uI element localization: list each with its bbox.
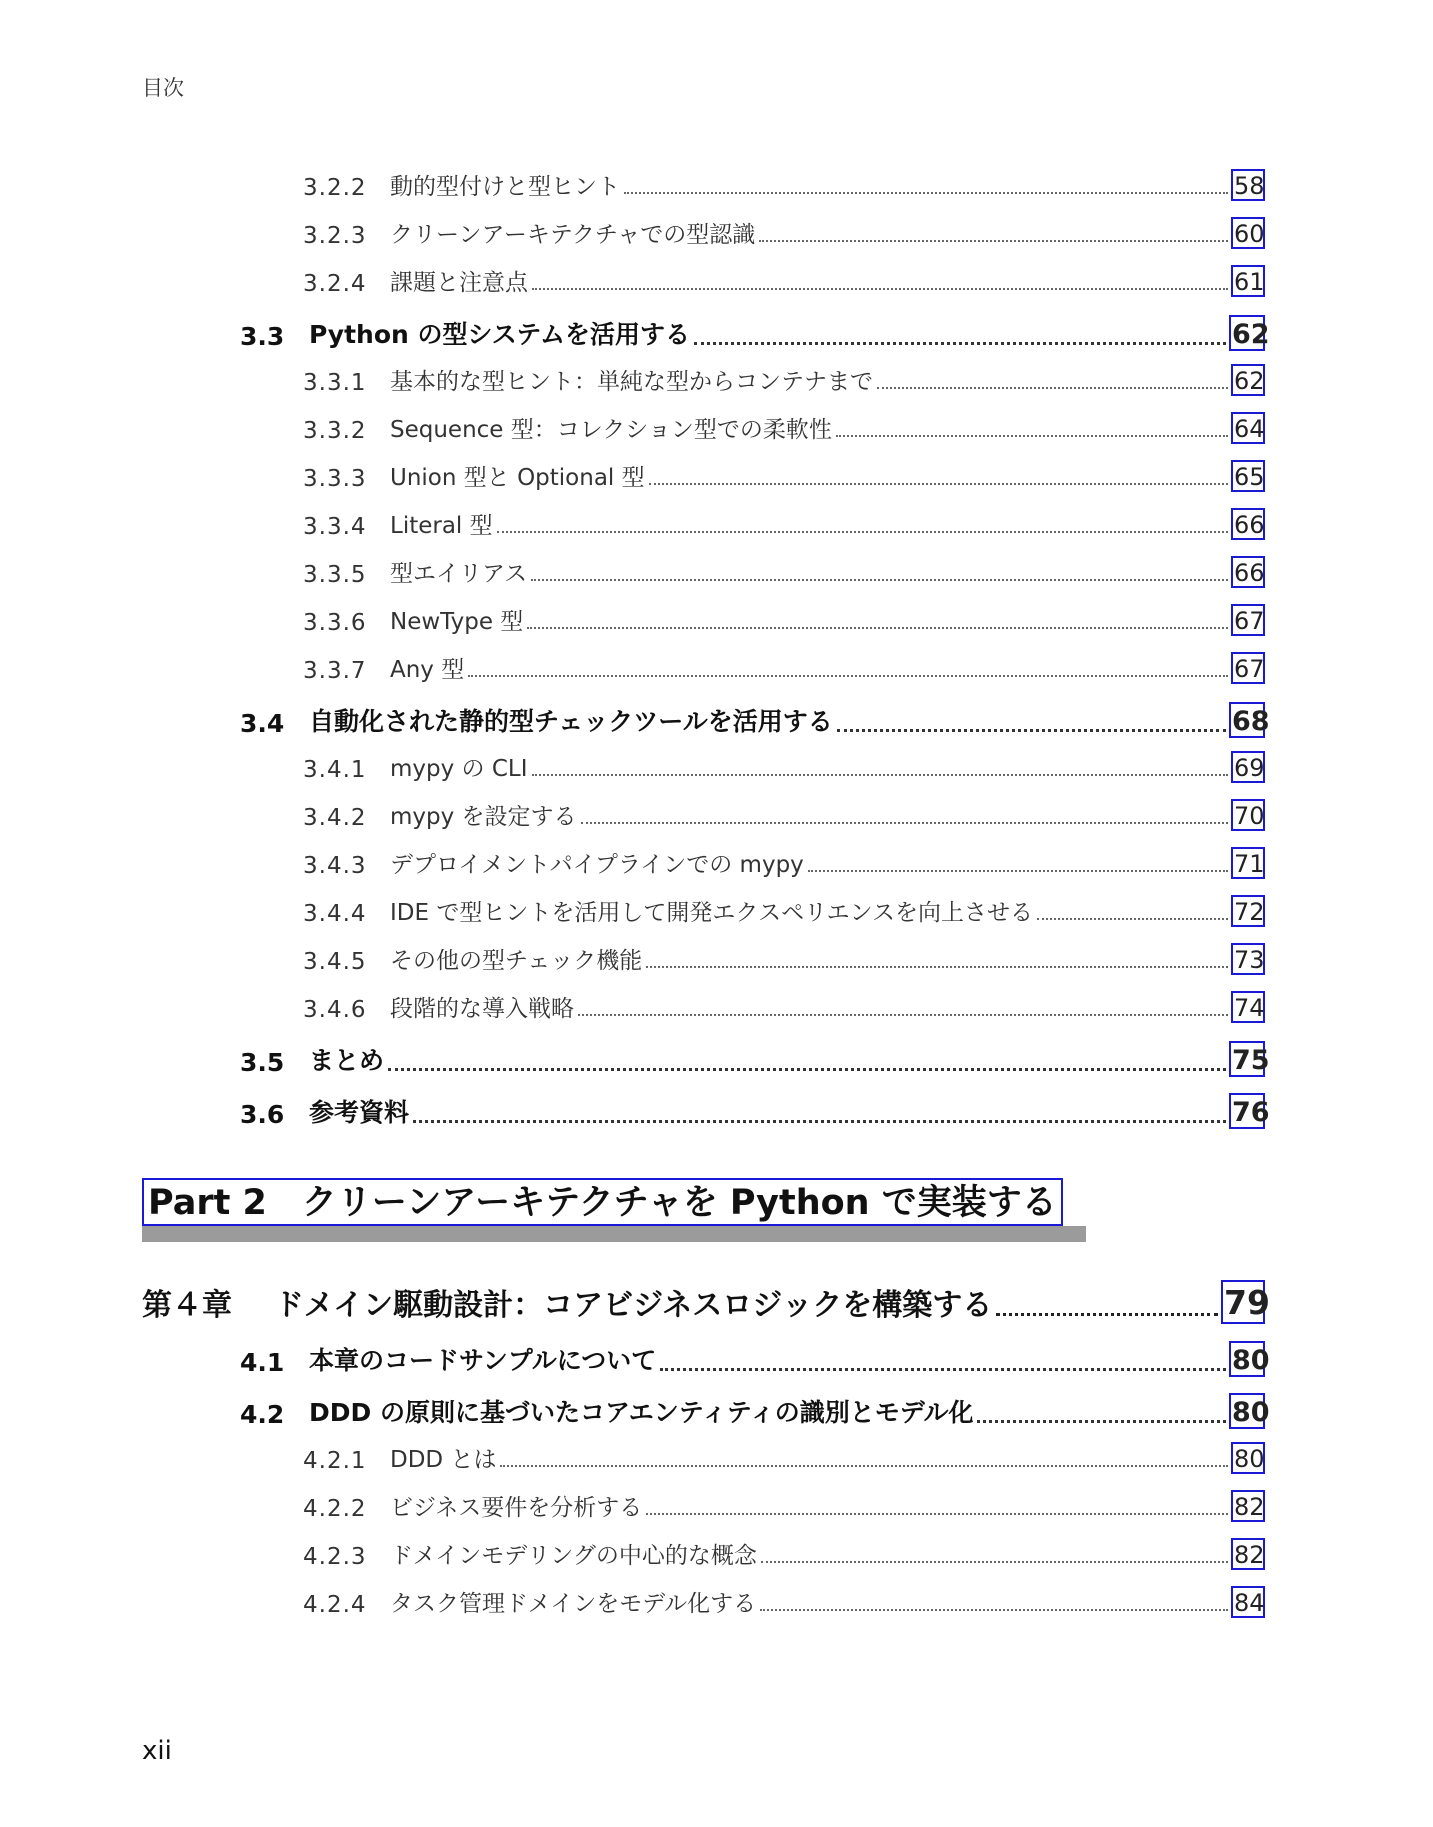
part-label: Part 2 (148, 1183, 267, 1223)
page-link[interactable]: 71 (1231, 847, 1265, 879)
page-link[interactable]: 82 (1231, 1490, 1265, 1522)
toc-section-entry[interactable] (240, 706, 1270, 738)
dot-leader (581, 821, 1228, 824)
section-title: 本章のコードサンプルについて (309, 1346, 657, 1375)
toc-entry[interactable] (303, 219, 1265, 249)
entry-number: 3.4.2 (303, 805, 367, 831)
entry-number: 3.4.5 (303, 949, 367, 975)
part-underline-bar (142, 1226, 1086, 1242)
page-link[interactable]: 67 (1231, 604, 1265, 636)
page-link[interactable]: 62 (1231, 364, 1265, 396)
entry-title: 型エイリアス (390, 561, 528, 587)
section-number: 3.6 (240, 1100, 285, 1129)
dot-leader (761, 1560, 1228, 1563)
dot-leader (497, 530, 1228, 533)
dot-leader (808, 869, 1228, 872)
dot-leader (388, 1067, 1226, 1071)
toc-entry[interactable] (303, 1540, 1265, 1570)
section-title: 参考資料 (309, 1098, 410, 1127)
entry-number: 3.3.3 (303, 466, 367, 492)
toc-entry[interactable] (303, 897, 1265, 927)
dot-leader (500, 1464, 1228, 1467)
entry-title: mypy を設定する (390, 804, 577, 830)
dot-leader (759, 239, 1228, 242)
running-head: 目次 (142, 76, 184, 100)
entry-title: 課題と注意点 (390, 270, 528, 296)
page-link[interactable]: 61 (1231, 265, 1265, 297)
toc-entry[interactable] (303, 753, 1265, 783)
entry-title: クリーンアーキテクチャでの型認識 (390, 222, 756, 248)
page-link[interactable]: 72 (1231, 895, 1265, 927)
page-link[interactable]: 58 (1231, 169, 1265, 201)
page-link[interactable]: 65 (1231, 460, 1265, 492)
dot-leader (836, 434, 1228, 437)
entry-title: Any 型 (390, 657, 465, 683)
toc-chapter-entry[interactable] (142, 1282, 1270, 1324)
page-link[interactable]: 67 (1231, 652, 1265, 684)
toc-entry[interactable] (303, 1492, 1265, 1522)
toc-entry[interactable] (303, 462, 1265, 492)
dot-leader (413, 1119, 1226, 1123)
entry-number: 4.2.2 (303, 1496, 367, 1522)
toc-entry[interactable] (303, 366, 1265, 396)
page-link[interactable]: 68 (1229, 702, 1265, 738)
dot-leader (837, 728, 1226, 732)
toc-section-entry[interactable] (240, 319, 1270, 351)
entry-title: 段階的な導入戦略 (390, 996, 574, 1022)
toc-entry[interactable] (303, 1588, 1265, 1618)
toc-section-entry[interactable] (240, 1045, 1270, 1077)
page-link[interactable]: 70 (1231, 799, 1265, 831)
page-link[interactable]: 82 (1231, 1538, 1265, 1570)
entry-title: その他の型チェック機能 (390, 948, 643, 974)
chapter-title: ドメイン駆動設計：コアビジネスロジックを構築する (274, 1288, 993, 1323)
dot-leader (468, 674, 1228, 677)
dot-leader (646, 965, 1228, 968)
toc-section-entry[interactable] (240, 1397, 1270, 1429)
page-link[interactable]: 75 (1229, 1041, 1265, 1077)
entry-number: 4.2.4 (303, 1592, 367, 1618)
entry-title: タスク管理ドメインをモデル化する (390, 1591, 757, 1617)
entry-title: IDE で型ヒントを活用して開発エクスペリエンスを向上させる (390, 900, 1033, 926)
dot-leader (578, 1013, 1228, 1016)
part-title: クリーンアーキテクチャを Python で実装する (301, 1183, 1057, 1223)
toc-entry[interactable] (303, 945, 1265, 975)
section-number: 3.5 (240, 1048, 285, 1077)
page-link[interactable]: 60 (1231, 217, 1265, 249)
page-link[interactable]: 66 (1231, 556, 1265, 588)
dot-leader (877, 386, 1228, 389)
entry-number: 3.3.7 (303, 658, 367, 684)
entry-title: Union 型と Optional 型 (390, 465, 645, 491)
entry-number: 3.4.1 (303, 757, 367, 783)
entry-number: 3.2.3 (303, 223, 367, 249)
entry-number: 4.2.1 (303, 1448, 367, 1474)
entry-number: 3.3.2 (303, 418, 367, 444)
entry-title: Literal 型 (390, 513, 493, 539)
section-number: 3.3 (240, 322, 285, 351)
page-link[interactable]: 73 (1231, 943, 1265, 975)
entry-number: 3.2.2 (303, 175, 367, 201)
entry-number: 3.4.6 (303, 997, 367, 1023)
toc-section-entry[interactable] (240, 1345, 1270, 1377)
page-link[interactable]: 74 (1231, 991, 1265, 1023)
dot-leader (646, 1512, 1228, 1515)
page-link[interactable]: 84 (1231, 1586, 1265, 1618)
page-link[interactable]: 76 (1229, 1093, 1265, 1129)
dot-leader (760, 1608, 1228, 1611)
section-title: 自動化された静的型チェックツールを活用する (309, 707, 833, 736)
dot-leader (694, 341, 1226, 345)
toc-entry[interactable] (303, 1444, 1265, 1474)
page-link[interactable]: 80 (1231, 1442, 1265, 1474)
page-link[interactable]: 69 (1231, 751, 1265, 783)
dot-leader (1037, 917, 1228, 920)
entry-number: 3.3.6 (303, 610, 367, 636)
toc-entry[interactable] (303, 558, 1265, 588)
page-link[interactable]: 80 (1229, 1393, 1265, 1429)
entry-title: デプロイメントパイプラインでの mypy (390, 852, 804, 878)
entry-number: 3.4.4 (303, 901, 367, 927)
entry-number: 3.2.4 (303, 271, 367, 297)
dot-leader (649, 482, 1228, 485)
toc-entry[interactable] (303, 510, 1265, 540)
toc-entry[interactable] (303, 654, 1265, 684)
toc-entry[interactable] (303, 606, 1265, 636)
section-title: まとめ (309, 1046, 385, 1075)
entry-title: mypy の CLI (390, 756, 528, 782)
part-heading-link[interactable] (142, 1178, 1063, 1226)
section-number: 4.2 (240, 1400, 285, 1429)
chapter-number: 第４章 (142, 1288, 232, 1323)
entry-title: ビジネス要件を分析する (390, 1495, 643, 1521)
entry-number: 3.3.1 (303, 370, 367, 396)
dot-leader (531, 578, 1228, 581)
dot-leader (977, 1419, 1226, 1423)
entry-number: 3.3.5 (303, 562, 367, 588)
toc-section-entry[interactable] (240, 1097, 1270, 1129)
dot-leader (660, 1367, 1226, 1371)
toc-entry[interactable] (303, 267, 1265, 297)
entry-number: 4.2.3 (303, 1544, 367, 1570)
dot-leader (532, 773, 1228, 776)
entry-title: 基本的な型ヒント：単純な型からコンテナまで (390, 369, 873, 395)
entry-title: Sequence 型：コレクション型での柔軟性 (390, 417, 832, 443)
dot-leader (532, 287, 1228, 290)
toc-entry[interactable] (303, 801, 1265, 831)
page-link[interactable]: 62 (1229, 315, 1265, 351)
page-link[interactable]: 64 (1231, 412, 1265, 444)
entry-title: NewType 型 (390, 609, 524, 635)
entry-number: 3.4.3 (303, 853, 367, 879)
section-number: 4.1 (240, 1348, 285, 1377)
entry-title: DDD とは (390, 1447, 497, 1473)
toc-entry[interactable] (303, 414, 1265, 444)
toc-entry[interactable] (303, 171, 1265, 201)
section-title: Python の型システムを活用する (309, 320, 691, 349)
page-link[interactable]: 66 (1231, 508, 1265, 540)
section-number: 3.4 (240, 709, 285, 738)
entry-title: ドメインモデリングの中心的な概念 (390, 1543, 757, 1569)
dot-leader (624, 191, 1228, 194)
dot-leader (996, 1312, 1218, 1316)
page-link[interactable]: 80 (1229, 1341, 1265, 1377)
section-title: DDD の原則に基づいたコアエンティティの識別とモデル化 (309, 1398, 974, 1427)
dot-leader (527, 626, 1228, 629)
page-number: xii (142, 1736, 172, 1766)
entry-number: 3.3.4 (303, 514, 367, 540)
toc-entry[interactable] (303, 849, 1265, 879)
entry-title: 動的型付けと型ヒント (390, 174, 620, 200)
toc-entry[interactable] (303, 993, 1265, 1023)
page-link[interactable]: 79 (1221, 1280, 1265, 1324)
